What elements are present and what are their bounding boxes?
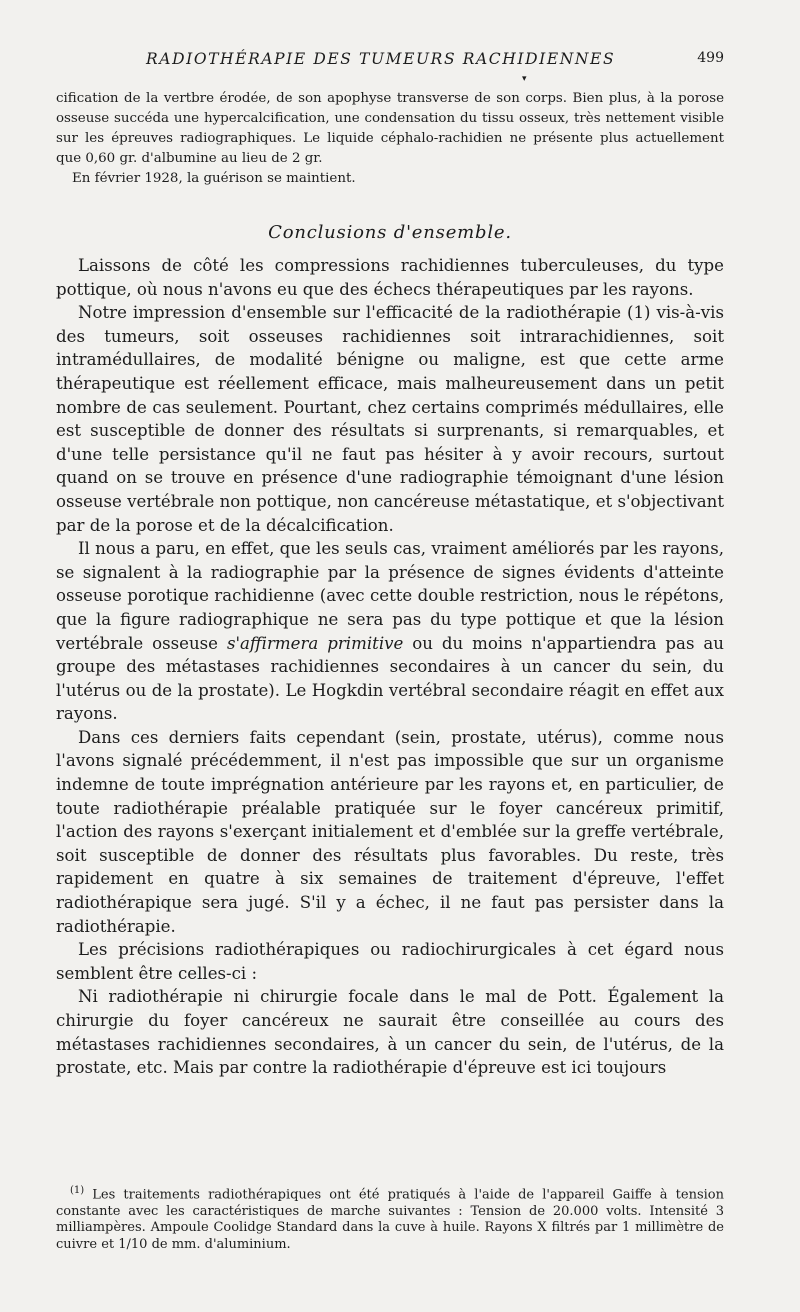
case-text-2: En février 1928, la guérison se maintient. [72, 171, 356, 186]
paragraph-4: Dans ces derniers faits cependant (sein, prostate, utérus), comme nous l'avons signalé précédemment, il n'est pas impossible que sur un organisme indemne de toute imprégnation antérieure par les rayons et, en particulier, de toute radiothérapie préalable pratiquée sur le foyer cancéreux primitif, l'action des rayons s'exerçant initialement et d'emblée sur la greffe vertébrale, soit susceptible de donner des résultats plus favorables. Du reste, très rapidement en quatre à six semaines de traitement d'épreuve, l'effet radiothérapique sera jugé. S'il y a échec, il ne faut pas persister dans la radiothérapie. [56, 727, 724, 936]
running-title: RADIOTHÉRAPIE DES TUMEURS RACHIDIENNES [146, 50, 616, 68]
footnote [56, 1183, 724, 1253]
case-report-end [56, 89, 724, 189]
paragraph-2 [56, 301, 724, 537]
top-mark: ▾ [522, 74, 527, 84]
footnote-reference: (1) [627, 303, 651, 323]
footnote-marker: (1) [70, 1185, 85, 1196]
paragraph-3-italic: s'affirmera primitive [226, 633, 404, 653]
paragraph-1: Laissons de côté les compressions rachidiennes tuberculeuses, du type pottique, où nous n'avons eu que des échecs thérapeutiques par les rayons. [56, 256, 724, 299]
paragraph-3-part-a: Il nous a paru, en effet, que les seuls cas, vraiment améliorés par les rayons, se signalent à la radiographie par la présence de signes évidents d'atteinte osseuse porotique rachidienne (avec cette double restriction, nous le répétons, que la figure radiographique ne sera pas du type pottique et que la lésion vertébrale osseuse [56, 539, 724, 653]
paragraph-6: Ni radiothérapie ni chirurgie focale dans le mal de Pott. Également la chirurgie du foyer cancéreux ne saurait être conseillée au cours des métastases rachidiennes secondaires, à un cancer du sein, de l'utérus, de la prostate, etc. Mais par contre la radiothérapie d'épreuve est ici toujours [56, 987, 724, 1078]
section-title: Conclusions d'ensemble. [268, 222, 512, 243]
paragraph-2-part-b: vis-à-vis des tumeurs, soit osseuses rachidiennes soit intrarachidiennes, soit intramédullaires, de modalité bénigne ou maligne, est que cette arme thérapeutique est réellement efficace, mais malheureusement dans un petit nombre de cas seulement. Pourtant, chez certains comprimés médullaires, elle est susceptible de donner des résultats si surprenants, si remarquables, et d'une telle persistance qu'il ne faut pas hésiter à y avoir recours, surtout quand on se trouve en présence d'une radiographie témoignant d'une lésion osseuse vertébrale non pottique, non cancéreuse métastatique, et s'objectivant par de la porose et de la décalcification. [56, 303, 725, 535]
paragraph-3-part-b: ou du moins n'appartiendra pas au groupe des métastases rachidiennes secondaires à un cancer du sein, du l'utérus ou de la prostate). Le Hogkdin vertébral secondaire réagit en effet aux rayons. [56, 633, 724, 724]
paragraph-5: Les précisions radiothérapiques ou radiochirurgicales à cet égard nous semblent être celles-ci : [56, 940, 724, 983]
running-header [56, 50, 724, 84]
paragraph-3 [56, 537, 724, 726]
case-text-1: cification de la vertbre érodée, de son apophyse transverse de son corps. Bien plus, à la porose osseuse succéda une hypercalcification, une condensation du tissu osseux, très nettement visible sur les épreuves radiographiques. Le liquide céphalo-rachidien ne présente plus actuellement que 0,60 gr. d'albumine au lieu de 2 gr. [56, 91, 724, 166]
paragraph-2-part-a: Notre impression d'ensemble sur l'efficacité de la radiothérapie [78, 303, 622, 323]
footnote-text: Les traitements radiothérapiques ont été pratiqués à l'aide de l'appareil Gaiffe à tension constante avec les caractéristiques de marche suivantes : Tension de 20.000 volts. Intensité 3 milliampères. Ampoule Coolidge Standard dans la cuve à huile. Rayons X filtrés par 1 millimètre de cuivre et 1/10 de mm. d'aluminium. [56, 1187, 724, 1252]
page-number: 499 [697, 50, 724, 66]
footnote-paragraph [56, 1183, 724, 1253]
body-text [56, 254, 724, 1080]
